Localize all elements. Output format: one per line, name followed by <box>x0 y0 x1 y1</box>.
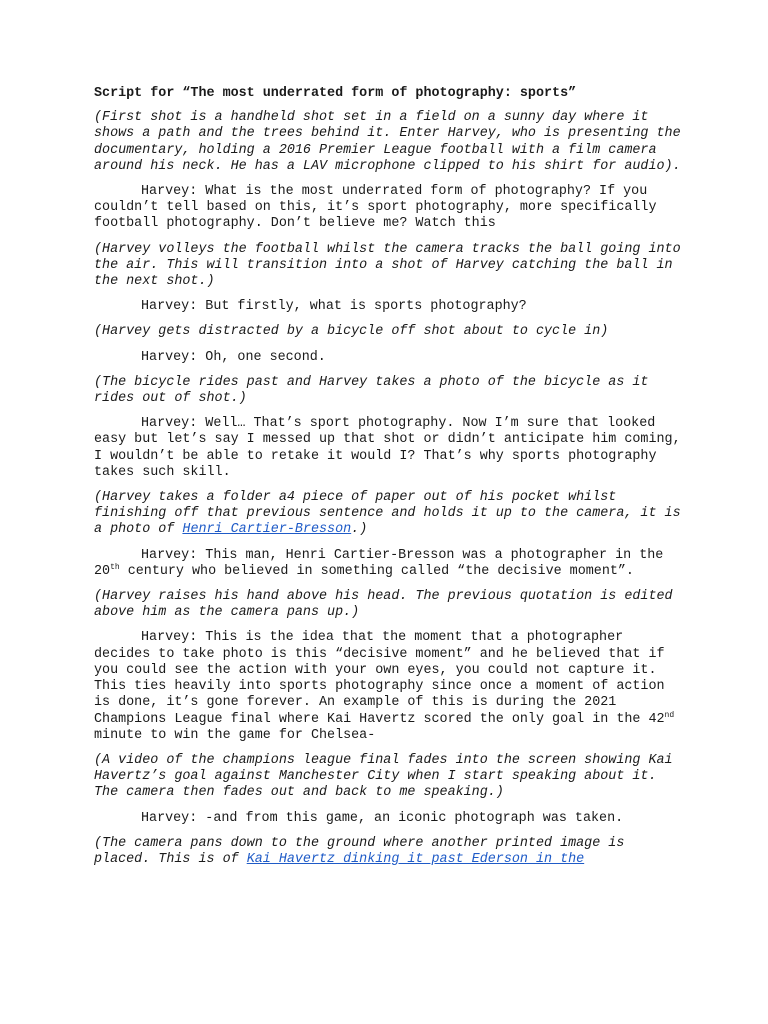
dialogue-champions-league <box>94 630 684 743</box>
paper-photo-text-end: .) <box>351 522 368 538</box>
champions-league-text-end: minute to win the game for Chelsea- <box>94 727 376 743</box>
stage-direction-bicycle-distraction: (Harvey gets distracted by a bicycle off shot about to cycle in) <box>94 324 609 340</box>
stage-direction-printed-image <box>94 836 684 868</box>
stage-direction-video-fade: (A video of the champions league final fades into the screen showing Kai Havertz’s goal against Manchester City when I start speaking about it. The camera then fades out and back to me speaking.) <box>94 752 673 801</box>
script-document <box>94 86 684 877</box>
dialogue-what-is-sports-photography: Harvey: But firstly, what is sports photography? <box>141 299 527 315</box>
champions-league-text: Harvey: This is the idea that the moment that a photographer decides to take photo is this “decisive moment” and he believed that if you could see the action with your own eyes, you could not capture it. This ties heavily into sports photography since once a moment of action is done, it’s gone forever. An example of this is during the 2021 Champions League final where Kai Havertz scored the only goal in the 42 <box>94 630 665 727</box>
paper-photo-text: (Harvey takes a folder a4 piece of paper out of his pocket whilst finishing off that previous sentence and holds it up to the camera, it is a photo of <box>94 490 681 538</box>
dialogue-takes-skill: Harvey: Well… That’s sport photography. Now I’m sure that looked easy but let’s say I messed up that shot or didn’t anticipate him coming, I wouldn’t be able to retake it would I? That’s why sports photography takes such skill. <box>94 416 681 480</box>
document-title: Script for “The most underrated form of photography: sports” <box>94 86 577 101</box>
dialogue-decisive-moment <box>94 548 684 580</box>
superscript-nd: nd <box>664 710 675 720</box>
stage-direction-bicycle-photo: (The bicycle rides past and Harvey takes a photo of the bicycle as it rides out of shot.) <box>94 374 649 407</box>
dialogue-underrated-question: Harvey: What is the most underrated form of photography? If you couldn’t tell based on this, it’s sport photography, more specifically football photography. Don’t believe me? Watch this <box>94 184 657 232</box>
printed-image-text: (The camera pans down to the ground where another printed image is placed. This is of <box>94 835 625 867</box>
henri-cartier-bresson-link[interactable]: Henri Cartier-Bresson <box>182 522 352 538</box>
stage-direction-raise-hand: (Harvey raises his hand above his head. The previous quotation is edited above him as the camera pans up.) <box>94 589 673 621</box>
dialogue-one-second: Harvey: Oh, one second. <box>141 349 326 365</box>
dialogue-iconic-photograph: Harvey: -and from this game, an iconic photograph was taken. <box>141 810 624 826</box>
kai-havertz-link[interactable]: Kai Havertz dinking it past Ederson in the <box>246 851 585 867</box>
stage-direction-opening: (First shot is a handheld shot set in a field on a sunny day where it shows a path and the trees behind it. Enter Harvey, who is presenting the documentary, holding a 2016 Premier League football with a film camera around his neck. He has a LAV microphone clipped to his shirt for audio). <box>94 110 681 174</box>
decisive-moment-text: Harvey: This man, Henri Cartier-Bresson was a photographer in the 20 <box>94 547 664 579</box>
stage-direction-paper-photo <box>94 490 684 539</box>
superscript-th: th <box>110 562 120 572</box>
stage-direction-volley: (Harvey volleys the football whilst the camera tracks the ball going into the air. This will transition into a shot of Harvey catching the ball in the next shot.) <box>94 241 681 290</box>
decisive-moment-text-end: century who believed in something called “the decisive moment”. <box>119 563 634 579</box>
